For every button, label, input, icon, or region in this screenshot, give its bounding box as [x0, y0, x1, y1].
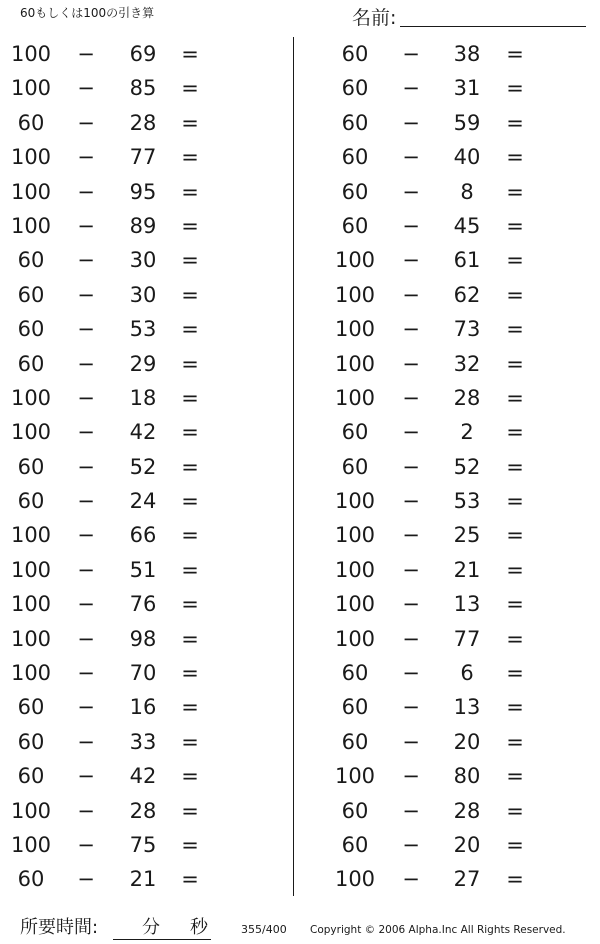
equals-sign: =	[506, 213, 524, 238]
minuend: 60	[341, 420, 369, 445]
minus-sign: −	[77, 145, 95, 170]
minutes-label: 分	[142, 917, 160, 938]
minuend: 60	[341, 695, 369, 720]
minuend: 100	[334, 764, 376, 789]
minuend: 60	[341, 454, 369, 479]
minuend: 60	[341, 76, 369, 101]
minus-sign: −	[402, 867, 420, 892]
minus-sign: −	[77, 351, 95, 376]
subtrahend: 16	[129, 695, 157, 720]
minus-sign: −	[77, 592, 95, 617]
page-number: 355/400	[241, 923, 287, 936]
minuend: 60	[341, 42, 369, 66]
equals-sign: =	[506, 695, 524, 720]
subtrahend: 52	[129, 454, 157, 479]
subtrahend: 24	[129, 489, 157, 514]
equals-sign: =	[181, 351, 199, 376]
problem-row	[300, 243, 580, 277]
problem-row	[0, 37, 280, 71]
equals-sign: =	[506, 76, 524, 101]
minus-sign: −	[402, 110, 420, 135]
equals-sign: =	[181, 213, 199, 238]
minuend: 100	[10, 832, 52, 857]
minus-sign: −	[402, 626, 420, 651]
subtrahend: 29	[129, 351, 157, 376]
minuend: 100	[10, 76, 52, 101]
seconds-label: 秒	[190, 917, 208, 938]
equals-sign: =	[506, 798, 524, 823]
problem-row	[300, 209, 580, 243]
equals-sign: =	[181, 42, 199, 66]
equals-sign: =	[506, 557, 524, 582]
equals-sign: =	[506, 179, 524, 204]
subtrahend: 18	[129, 385, 157, 410]
equals-sign: =	[181, 110, 199, 135]
minuend: 60	[341, 832, 369, 857]
problem-row	[0, 347, 280, 381]
minuend: 100	[334, 351, 376, 376]
minus-sign: −	[77, 695, 95, 720]
subtrahend: 89	[129, 213, 157, 238]
problem-row	[0, 518, 280, 552]
minus-sign: −	[402, 454, 420, 479]
subtrahend: 20	[453, 729, 481, 754]
problem-row	[300, 175, 580, 209]
subtrahend: 75	[129, 832, 157, 857]
minus-sign: −	[77, 420, 95, 445]
subtrahend: 38	[453, 42, 481, 66]
minuend: 100	[10, 557, 52, 582]
equals-sign: =	[506, 420, 524, 445]
problem-row	[300, 450, 580, 484]
minus-sign: −	[77, 557, 95, 582]
minus-sign: −	[77, 798, 95, 823]
minus-sign: −	[77, 248, 95, 273]
problem-row	[0, 794, 280, 828]
minuend: 60	[341, 213, 369, 238]
equals-sign: =	[506, 385, 524, 410]
subtrahend: 98	[129, 626, 157, 651]
problem-row	[0, 828, 280, 862]
minus-sign: −	[77, 867, 95, 892]
minuend: 60	[17, 729, 45, 754]
subtrahend: 45	[453, 213, 481, 238]
problem-row	[300, 347, 580, 381]
equals-sign: =	[506, 661, 524, 686]
minuend: 60	[341, 110, 369, 135]
minus-sign: −	[402, 42, 420, 66]
minuend: 100	[334, 523, 376, 548]
problem-row	[300, 518, 580, 552]
minus-sign: −	[402, 695, 420, 720]
minuend: 100	[10, 523, 52, 548]
equals-sign: =	[181, 729, 199, 754]
equals-sign: =	[181, 489, 199, 514]
minuend: 100	[10, 420, 52, 445]
problem-row	[0, 725, 280, 759]
minuend: 100	[334, 248, 376, 273]
equals-sign: =	[506, 832, 524, 857]
equals-sign: =	[181, 420, 199, 445]
subtrahend: 8	[460, 179, 474, 204]
subtrahend: 70	[129, 661, 157, 686]
subtrahend: 77	[453, 626, 481, 651]
minus-sign: −	[402, 248, 420, 273]
subtrahend: 21	[453, 557, 481, 582]
subtrahend: 42	[129, 764, 157, 789]
minus-sign: −	[77, 764, 95, 789]
minuend: 60	[341, 729, 369, 754]
equals-sign: =	[506, 592, 524, 617]
subtrahend: 52	[453, 454, 481, 479]
subtrahend: 6	[460, 661, 474, 686]
problem-row	[300, 553, 580, 587]
problem-row	[300, 587, 580, 621]
equals-sign: =	[506, 523, 524, 548]
problem-row	[0, 209, 280, 243]
minuend: 100	[10, 798, 52, 823]
minuend: 60	[341, 179, 369, 204]
minuend: 100	[334, 317, 376, 342]
minus-sign: −	[402, 282, 420, 307]
problem-row	[0, 381, 280, 415]
equals-sign: =	[181, 661, 199, 686]
minuend: 100	[334, 489, 376, 514]
subtrahend: 13	[453, 695, 481, 720]
minuend: 100	[10, 145, 52, 170]
problem-row	[300, 312, 580, 346]
minus-sign: −	[77, 213, 95, 238]
minuend: 100	[10, 592, 52, 617]
problem-row	[0, 759, 280, 793]
minuend: 100	[10, 179, 52, 204]
equals-sign: =	[181, 385, 199, 410]
subtrahend: 51	[129, 557, 157, 582]
minuend: 60	[17, 351, 45, 376]
equals-sign: =	[506, 282, 524, 307]
name-write-line[interactable]	[400, 26, 586, 27]
minus-sign: −	[402, 661, 420, 686]
problem-row	[300, 690, 580, 724]
equals-sign: =	[506, 489, 524, 514]
minus-sign: −	[77, 179, 95, 204]
problem-row	[0, 140, 280, 174]
equals-sign: =	[181, 832, 199, 857]
problem-row	[300, 278, 580, 312]
minuend: 100	[334, 557, 376, 582]
problem-row	[0, 278, 280, 312]
subtrahend: 73	[453, 317, 481, 342]
minuend: 100	[10, 42, 52, 66]
minuend: 100	[10, 626, 52, 651]
subtrahend: 13	[453, 592, 481, 617]
subtrahend: 28	[129, 110, 157, 135]
subtrahend: 2	[460, 420, 474, 445]
minus-sign: −	[402, 351, 420, 376]
minus-sign: −	[402, 489, 420, 514]
subtrahend: 40	[453, 145, 481, 170]
problem-row	[300, 415, 580, 449]
minus-sign: −	[77, 729, 95, 754]
subtrahend: 53	[129, 317, 157, 342]
problem-row	[0, 690, 280, 724]
problem-row	[0, 862, 280, 896]
problem-row	[300, 862, 580, 896]
equals-sign: =	[181, 695, 199, 720]
minus-sign: −	[402, 557, 420, 582]
equals-sign: =	[506, 145, 524, 170]
subtrahend: 59	[453, 110, 481, 135]
equals-sign: =	[181, 626, 199, 651]
equals-sign: =	[506, 454, 524, 479]
subtrahend: 28	[453, 798, 481, 823]
problem-row	[300, 106, 580, 140]
minuend: 100	[10, 213, 52, 238]
minus-sign: −	[402, 592, 420, 617]
minus-sign: −	[77, 385, 95, 410]
footer	[0, 916, 600, 942]
equals-sign: =	[506, 351, 524, 376]
name-label: 名前:	[352, 7, 397, 29]
minuend: 60	[17, 764, 45, 789]
problem-column-right	[300, 37, 580, 897]
subtrahend: 77	[129, 145, 157, 170]
minuend: 60	[17, 317, 45, 342]
problem-row	[0, 106, 280, 140]
minuend: 60	[17, 454, 45, 479]
minuend: 60	[341, 798, 369, 823]
subtrahend: 62	[453, 282, 481, 307]
problem-row	[0, 656, 280, 690]
minuend: 60	[341, 661, 369, 686]
subtrahend: 27	[453, 867, 481, 892]
subtrahend: 30	[129, 248, 157, 273]
minuend: 60	[341, 145, 369, 170]
equals-sign: =	[181, 248, 199, 273]
minus-sign: −	[77, 626, 95, 651]
subtrahend: 28	[129, 798, 157, 823]
problem-row	[300, 725, 580, 759]
subtrahend: 53	[453, 489, 481, 514]
minus-sign: −	[402, 317, 420, 342]
equals-sign: =	[181, 282, 199, 307]
worksheet-title: 60もしくは100の引き算	[20, 6, 155, 20]
problem-row	[0, 312, 280, 346]
minuend: 100	[10, 385, 52, 410]
minuend: 60	[17, 867, 45, 892]
problem-row	[0, 587, 280, 621]
problem-row	[300, 140, 580, 174]
subtrahend: 33	[129, 729, 157, 754]
minus-sign: −	[77, 661, 95, 686]
minus-sign: −	[402, 523, 420, 548]
problem-row	[300, 759, 580, 793]
minus-sign: −	[402, 76, 420, 101]
minuend: 100	[334, 592, 376, 617]
minuend: 100	[334, 282, 376, 307]
equals-sign: =	[506, 248, 524, 273]
equals-sign: =	[181, 76, 199, 101]
minus-sign: −	[402, 729, 420, 754]
equals-sign: =	[506, 867, 524, 892]
problem-row	[300, 484, 580, 518]
problem-row	[0, 450, 280, 484]
minus-sign: −	[77, 489, 95, 514]
minuend: 100	[334, 626, 376, 651]
problem-row	[300, 656, 580, 690]
equals-sign: =	[181, 454, 199, 479]
minus-sign: −	[77, 110, 95, 135]
minuend: 100	[334, 867, 376, 892]
minuend: 60	[17, 695, 45, 720]
problem-row	[0, 71, 280, 105]
minus-sign: −	[77, 76, 95, 101]
problem-row	[0, 243, 280, 277]
subtrahend: 85	[129, 76, 157, 101]
equals-sign: =	[181, 592, 199, 617]
problem-row	[300, 794, 580, 828]
equals-sign: =	[181, 523, 199, 548]
problem-row	[300, 37, 580, 71]
equals-sign: =	[181, 798, 199, 823]
minus-sign: −	[77, 832, 95, 857]
equals-sign: =	[506, 729, 524, 754]
minus-sign: −	[402, 798, 420, 823]
column-divider	[293, 37, 294, 896]
problem-row	[0, 175, 280, 209]
subtrahend: 95	[129, 179, 157, 204]
minus-sign: −	[77, 454, 95, 479]
equals-sign: =	[181, 145, 199, 170]
minuend: 60	[17, 110, 45, 135]
problem-row	[0, 415, 280, 449]
subtrahend: 28	[453, 385, 481, 410]
minus-sign: −	[77, 523, 95, 548]
minuend: 60	[17, 282, 45, 307]
minus-sign: −	[77, 42, 95, 66]
problem-column-left	[0, 37, 280, 897]
subtrahend: 69	[129, 42, 157, 66]
equals-sign: =	[181, 317, 199, 342]
equals-sign: =	[181, 867, 199, 892]
copyright-notice: Copyright © 2006 Alpha.Inc All Rights Reserved.	[310, 924, 566, 936]
minuend: 60	[17, 248, 45, 273]
minus-sign: −	[402, 764, 420, 789]
problem-row	[300, 71, 580, 105]
minus-sign: −	[402, 145, 420, 170]
minus-sign: −	[77, 282, 95, 307]
minuend: 100	[334, 385, 376, 410]
subtrahend: 32	[453, 351, 481, 376]
minus-sign: −	[402, 420, 420, 445]
equals-sign: =	[181, 179, 199, 204]
minus-sign: −	[77, 317, 95, 342]
problem-row	[300, 828, 580, 862]
equals-sign: =	[181, 764, 199, 789]
equals-sign: =	[506, 42, 524, 66]
problem-row	[0, 622, 280, 656]
subtrahend: 66	[129, 523, 157, 548]
minus-sign: −	[402, 213, 420, 238]
minus-sign: −	[402, 179, 420, 204]
subtrahend: 20	[453, 832, 481, 857]
problem-row	[0, 553, 280, 587]
time-label: 所要時間:	[20, 917, 99, 938]
problem-row	[0, 484, 280, 518]
problem-row	[300, 381, 580, 415]
equals-sign: =	[506, 317, 524, 342]
subtrahend: 30	[129, 282, 157, 307]
subtrahend: 31	[453, 76, 481, 101]
subtrahend: 80	[453, 764, 481, 789]
equals-sign: =	[506, 764, 524, 789]
equals-sign: =	[181, 557, 199, 582]
problem-row	[300, 622, 580, 656]
minuend: 100	[10, 661, 52, 686]
subtrahend: 76	[129, 592, 157, 617]
minus-sign: −	[402, 385, 420, 410]
minus-sign: −	[402, 832, 420, 857]
subtrahend: 21	[129, 867, 157, 892]
subtrahend: 61	[453, 248, 481, 273]
equals-sign: =	[506, 110, 524, 135]
subtrahend: 42	[129, 420, 157, 445]
subtrahend: 25	[453, 523, 481, 548]
minuend: 60	[17, 489, 45, 514]
equals-sign: =	[506, 626, 524, 651]
